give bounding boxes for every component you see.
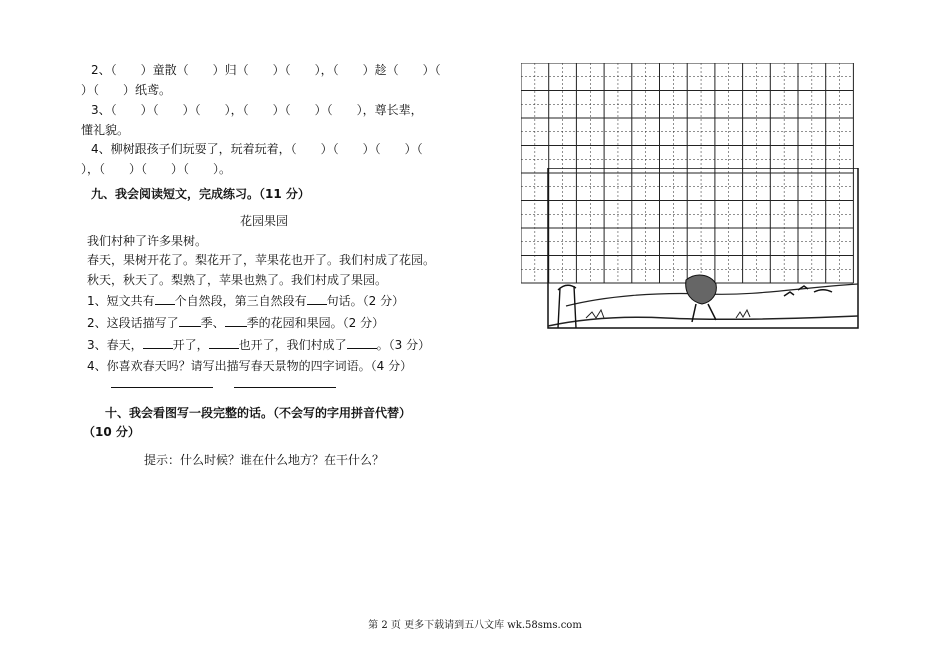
q9-2-part-a: 2、这段话描写了 (87, 316, 179, 330)
answer-blank[interactable] (143, 336, 173, 349)
page-footer: 第 2 页 更多下载请到五八文库 wk.58sms.com (368, 620, 582, 631)
answer-blank[interactable] (225, 314, 247, 327)
answer-blank[interactable] (347, 336, 377, 349)
section9-heading: 九、我会阅读短文，完成练习。（11 分） (91, 187, 310, 201)
q9-2-part-b: 季、 (200, 316, 225, 330)
answer-blank[interactable] (209, 336, 239, 349)
q8-3-line2: 懂礼貌。 (81, 123, 130, 137)
q9-1 (87, 292, 404, 309)
section10-points: （10 分） (83, 425, 140, 439)
q9-1-part-a: 1、短文共有 (87, 294, 155, 308)
q9-1-part-c: 句话。（2 分） (326, 294, 405, 308)
passage-line-2: 春天，果树开花了。梨花开了，苹果花也开了。我们村成了花园。 (87, 253, 436, 267)
scene-illustration (546, 168, 860, 330)
q8-3-line1: 3、（ ）（ ）（ ），（ ）（ ）（ ），尊长辈， (91, 103, 423, 117)
passage-line-3: 秋天，秋天了。梨熟了，苹果也熟了。我们村成了果园。 (87, 273, 388, 287)
passage-title: 花园果园 (240, 214, 289, 228)
answer-blank[interactable] (179, 314, 201, 327)
q8-2-line2: ）（ ）纸鸢。 (81, 83, 172, 97)
q8-4-line2: ），（ ）（ ）（ ）。 (81, 162, 232, 176)
q9-4: 4、你喜欢春天吗？请写出描写春天景物的四字词语。（4 分） (87, 359, 413, 373)
q9-2-part-c: 季的花园和果园。（2 分） (246, 316, 385, 330)
passage-line-1: 我们村种了许多果树。 (87, 234, 208, 248)
answer-line-2[interactable] (234, 387, 336, 388)
q9-3-part-c: 也开了，我们村成了 (238, 338, 347, 352)
q8-4-line1: 4、柳树跟孩子们玩耍了，玩着玩着，（ ）（ ）（ ）（ (91, 142, 423, 156)
answer-blank[interactable] (155, 292, 175, 305)
q9-2 (87, 314, 384, 331)
q9-3 (87, 336, 430, 353)
answer-line-1[interactable] (111, 387, 213, 388)
q9-3-part-d: 。（3 分） (376, 338, 431, 352)
answer-blank[interactable] (307, 292, 327, 305)
q9-1-part-b: 个自然段，第三自然段有 (174, 294, 307, 308)
q9-3-part-b: 开了， (172, 338, 209, 352)
q9-3-part-a: 3、春天， (87, 338, 143, 352)
q8-2-line1: 2、（ ）童散（ ）归（ ）（ ），（ ）趁（ ）（ (91, 63, 441, 77)
section10-heading: 十、我会看图写一段完整的话。（不会写的字用拼音代替） (105, 406, 412, 420)
section10-hint: 提示：什么时候？谁在什么地方？在干什么？ (144, 453, 385, 467)
